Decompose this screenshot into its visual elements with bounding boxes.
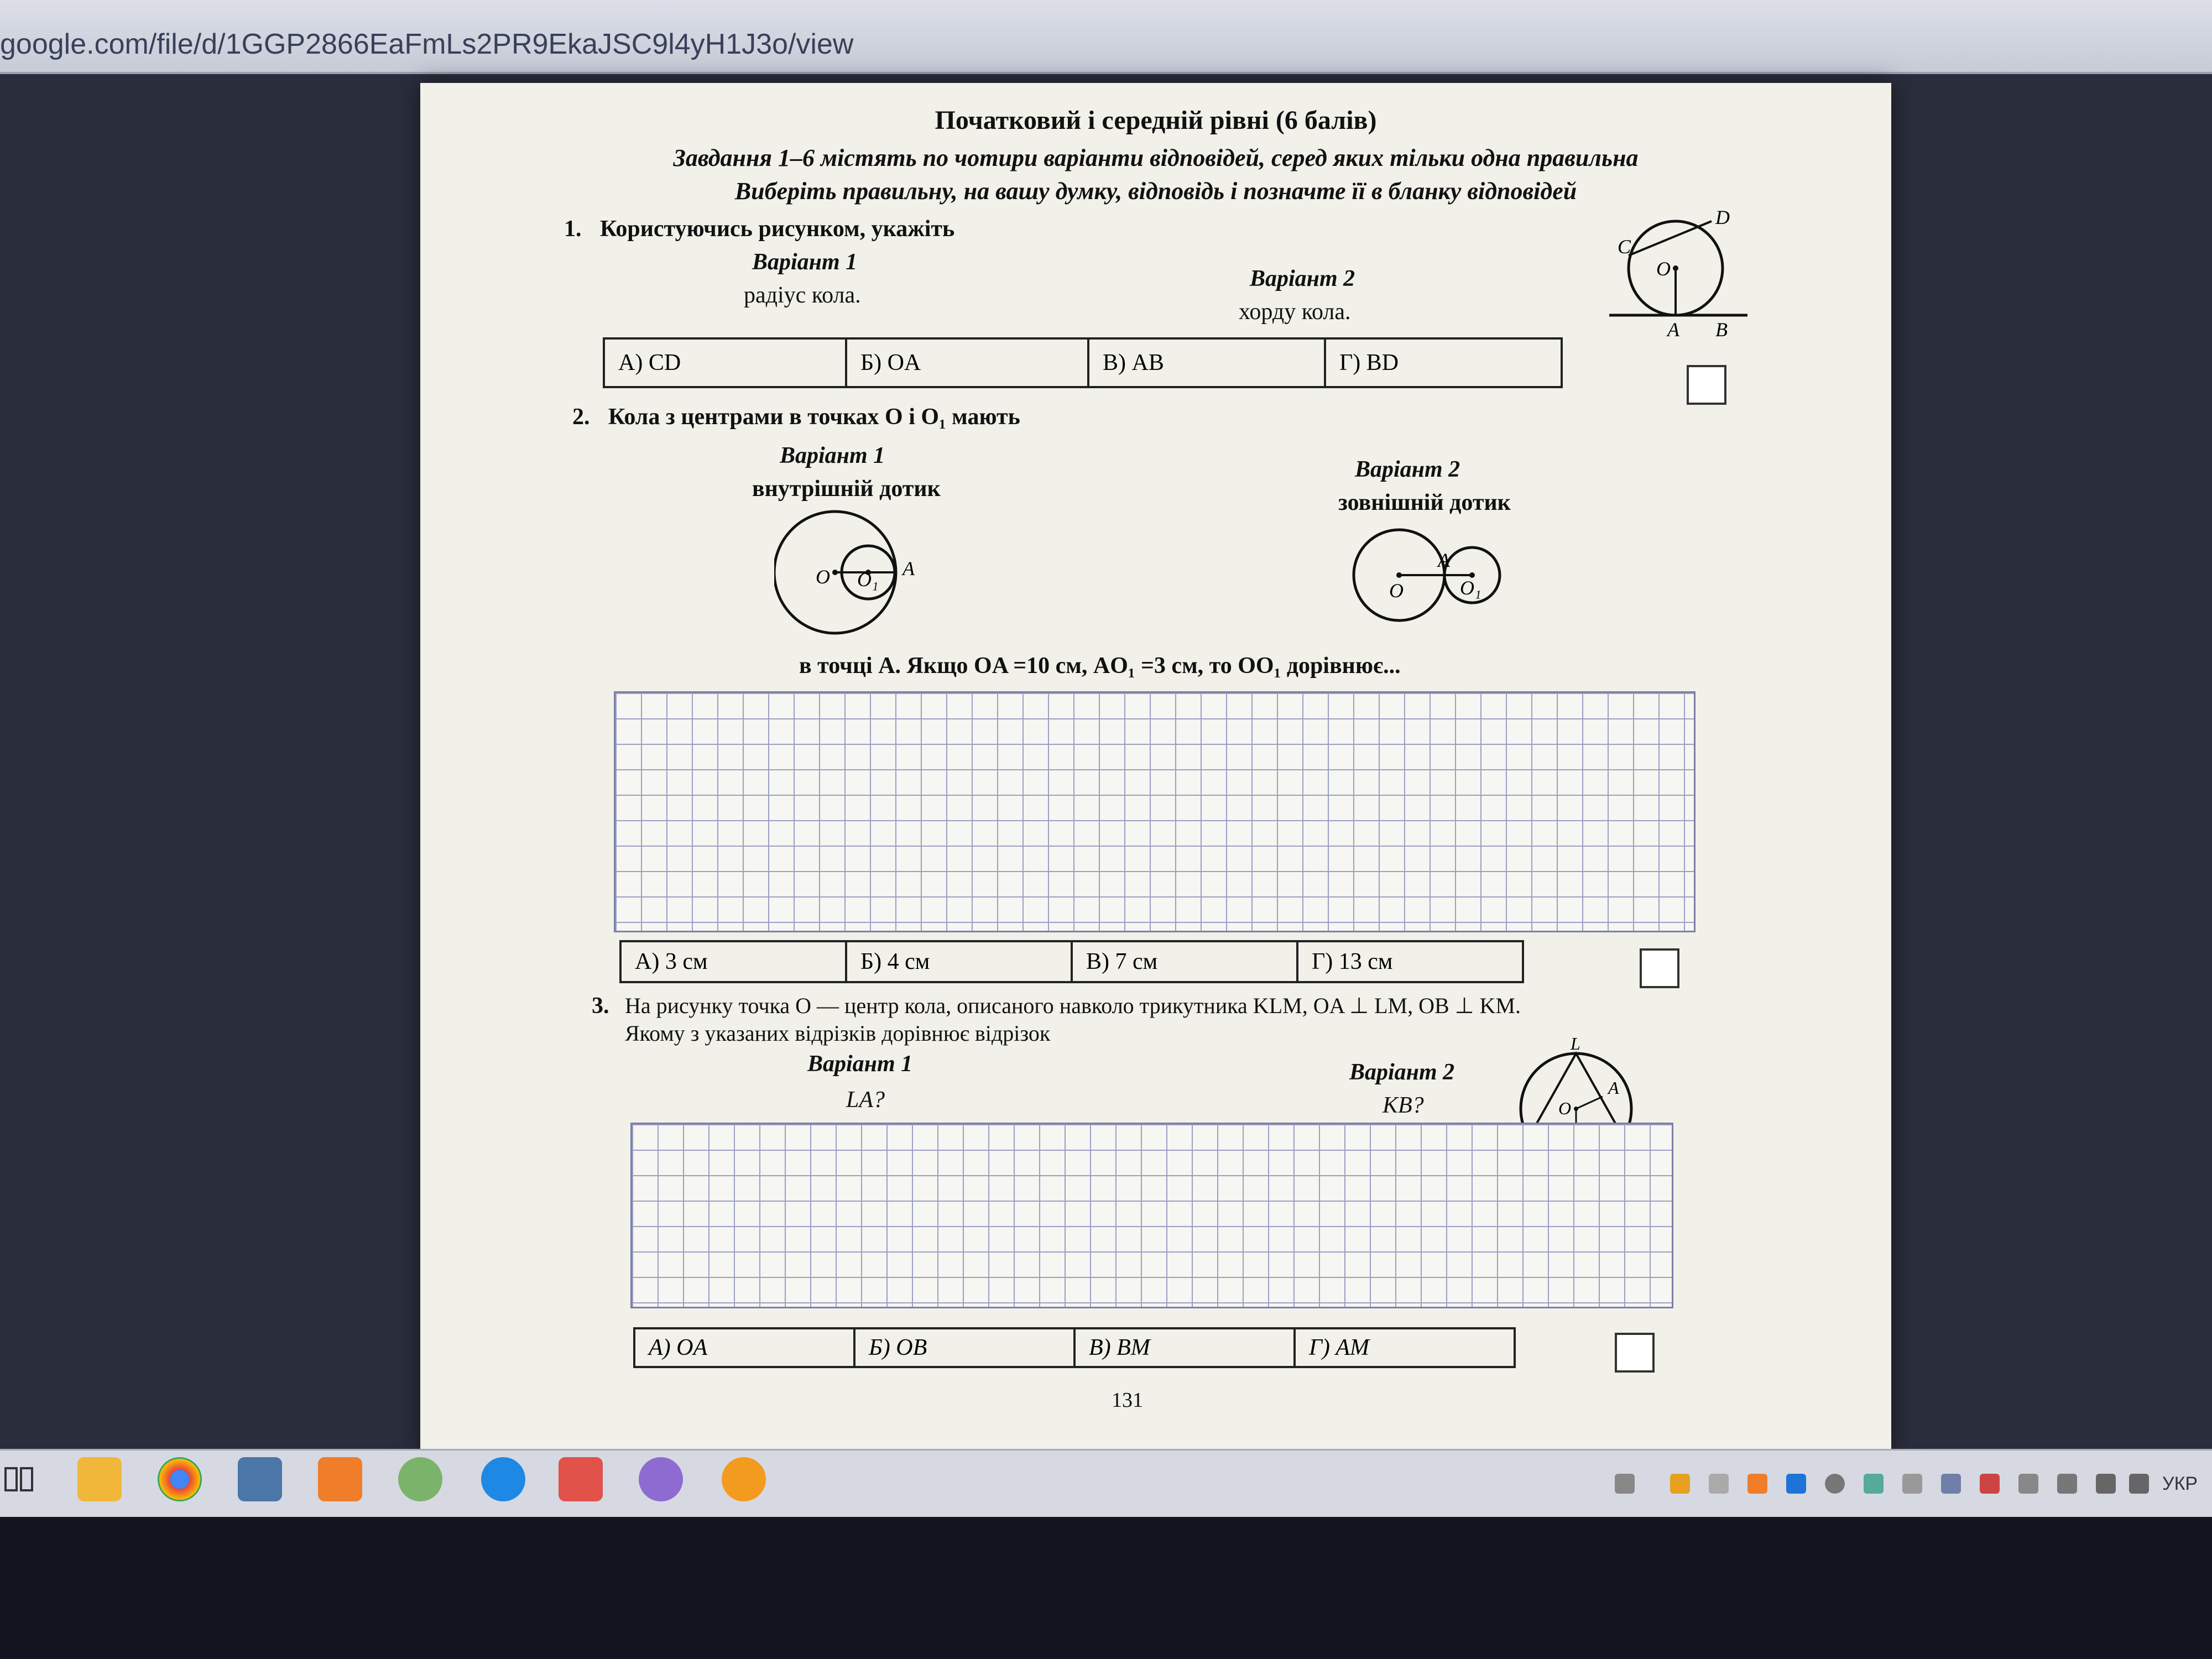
q2-fig1-label-a: A xyxy=(902,557,915,580)
tray-user-icon[interactable] xyxy=(1941,1474,1961,1494)
tray-cloud-icon[interactable] xyxy=(1709,1474,1729,1494)
q1-number: 1. xyxy=(564,216,582,242)
q2-answer-checkbox[interactable] xyxy=(1640,948,1679,988)
q2-fig1-label-o1: O₁ xyxy=(857,568,879,591)
q1-label-d: D xyxy=(1715,210,1730,228)
q1-answer-b[interactable]: Б) OA xyxy=(847,340,1089,386)
q3-variant1-text: LA? xyxy=(846,1087,885,1113)
chrome-icon[interactable] xyxy=(158,1457,202,1501)
q2-answer-a[interactable]: А) 3 см xyxy=(622,942,847,981)
q2-answer-b[interactable]: Б) 4 см xyxy=(847,942,1073,981)
yandex-icon[interactable] xyxy=(559,1457,603,1501)
q2-fig2-label-o: O xyxy=(1389,580,1404,602)
tray-display-icon[interactable] xyxy=(1902,1474,1922,1494)
q1-variant1-label: Варіант 1 xyxy=(752,249,858,275)
q3-label-o: O xyxy=(1558,1098,1572,1118)
q2-answer-row xyxy=(619,940,1524,983)
bluetooth-icon[interactable] xyxy=(1786,1474,1806,1494)
q1-circle-figure xyxy=(1598,210,1759,337)
tray-orange-icon[interactable] xyxy=(1747,1474,1767,1494)
q1-answer-d[interactable]: Г) BD xyxy=(1339,350,1399,375)
page-number: 131 xyxy=(1112,1389,1143,1412)
tray-circle-icon[interactable] xyxy=(1825,1474,1845,1494)
q1-label-o: O xyxy=(1656,258,1671,280)
edge-icon[interactable] xyxy=(481,1457,525,1501)
tray-flag-icon[interactable] xyxy=(1980,1474,2000,1494)
q2-text: Кола з центрами в точках O і O₁ мають xyxy=(608,404,1020,430)
q1-answer-c[interactable]: В) AB xyxy=(1089,340,1326,386)
q1-variant2-label: Варіант 2 xyxy=(1250,266,1355,291)
q2-external-tangent-figure xyxy=(1349,525,1526,636)
q1-variant2-text: хорду кола. xyxy=(1239,299,1351,325)
q3-answer-a[interactable]: А) OA xyxy=(635,1329,855,1366)
people-icon[interactable] xyxy=(1615,1474,1635,1494)
q3-grid-work-area[interactable] xyxy=(630,1123,1673,1308)
q1-variant1-text: радіус кола. xyxy=(744,283,861,308)
q3-variant2-text: KB? xyxy=(1383,1093,1424,1118)
store-icon[interactable] xyxy=(318,1457,362,1501)
language-indicator[interactable]: УКР xyxy=(2162,1473,2198,1494)
q2-fig2-label-o1: O₁ xyxy=(1460,577,1481,599)
q1-label-c: C xyxy=(1618,236,1631,258)
q2-number: 2. xyxy=(572,404,590,430)
volume-icon[interactable] xyxy=(2129,1474,2149,1494)
q1-label-b: B xyxy=(1715,319,1728,337)
document-page xyxy=(420,83,1891,1454)
q1-answer-row xyxy=(603,337,1563,388)
file-explorer-icon[interactable] xyxy=(77,1457,122,1501)
q3-number: 3. xyxy=(592,993,609,1019)
q2-variant2-label: Варіант 2 xyxy=(1355,457,1460,482)
q3-label-l: L xyxy=(1571,1034,1580,1053)
instructions-line-2: Виберіть правильну, на вашу думку, відповідь і позначте її в бланку відповідей xyxy=(734,178,1577,205)
q3-variant1-label: Варіант 1 xyxy=(807,1051,913,1077)
instructions-line-1: Завдання 1–6 містять по чотири варіанти відповідей, серед яких тільки одна правильна xyxy=(673,144,1639,171)
q1-label-a: A xyxy=(1667,319,1679,337)
q2-grid-work-area[interactable] xyxy=(614,691,1695,932)
browser-address-bar[interactable] xyxy=(0,0,2212,74)
q3-text-line-1: На рисунку точка O — центр кола, описаного навколо трикутника KLM, OA ⊥ LM, OB ⊥ KM. xyxy=(625,993,1521,1018)
q2-variant1-label: Варіант 1 xyxy=(780,443,885,468)
wifi-icon[interactable] xyxy=(2096,1474,2116,1494)
viber-icon[interactable] xyxy=(639,1457,683,1501)
onedrive-icon[interactable] xyxy=(2018,1474,2038,1494)
tray-app-icon[interactable] xyxy=(1670,1474,1690,1494)
battery-icon[interactable] xyxy=(2057,1474,2077,1494)
page-title: Початковий і середній рівні (6 балів) xyxy=(935,106,1377,135)
q2-answer-d[interactable]: Г) 13 см xyxy=(1312,949,1393,974)
q2-condition: в точці A. Якщо OA =10 см, AO₁ =3 см, то OO₁ дорівнює... xyxy=(799,653,1401,679)
q3-answer-checkbox[interactable] xyxy=(1615,1333,1655,1373)
q2-fig1-label-o: O xyxy=(816,566,830,588)
tray-shield-icon[interactable] xyxy=(1864,1474,1884,1494)
q2-variant1-text: внутрішній дотик xyxy=(752,476,941,502)
q1-answer-checkbox[interactable] xyxy=(1687,365,1726,405)
globe-app-icon[interactable] xyxy=(398,1457,442,1501)
browser-active-icon[interactable] xyxy=(722,1457,766,1501)
q1-text: Користуючись рисунком, укажіть xyxy=(600,216,955,242)
q2-internal-tangent-figure xyxy=(774,509,940,647)
q2-variant2-text: зовнішній дотик xyxy=(1338,490,1511,515)
vk-icon[interactable] xyxy=(238,1457,282,1501)
q1-answer-a[interactable]: А) CD xyxy=(605,340,847,386)
task-view-icon[interactable] xyxy=(0,1457,44,1501)
q3-text-line-2: Якому з указаних відрізків дорівнює відрізок xyxy=(625,1021,1051,1046)
q3-answer-c[interactable]: В) BM xyxy=(1076,1329,1296,1366)
q3-label-a: A xyxy=(1608,1078,1619,1098)
q3-variant2-label: Варіант 2 xyxy=(1349,1060,1455,1085)
url-text[interactable]: google.com/file/d/1GGP2866EaFmLs2PR9EkaJSC9l4yH1J3o/view xyxy=(0,28,854,60)
q3-answer-row xyxy=(633,1327,1516,1368)
q2-fig2-label-a: A xyxy=(1438,549,1450,571)
q3-answer-b[interactable]: Б) OB xyxy=(855,1329,1076,1366)
q3-answer-d[interactable]: Г) AM xyxy=(1309,1335,1370,1360)
q2-answer-c[interactable]: В) 7 см xyxy=(1073,942,1298,981)
